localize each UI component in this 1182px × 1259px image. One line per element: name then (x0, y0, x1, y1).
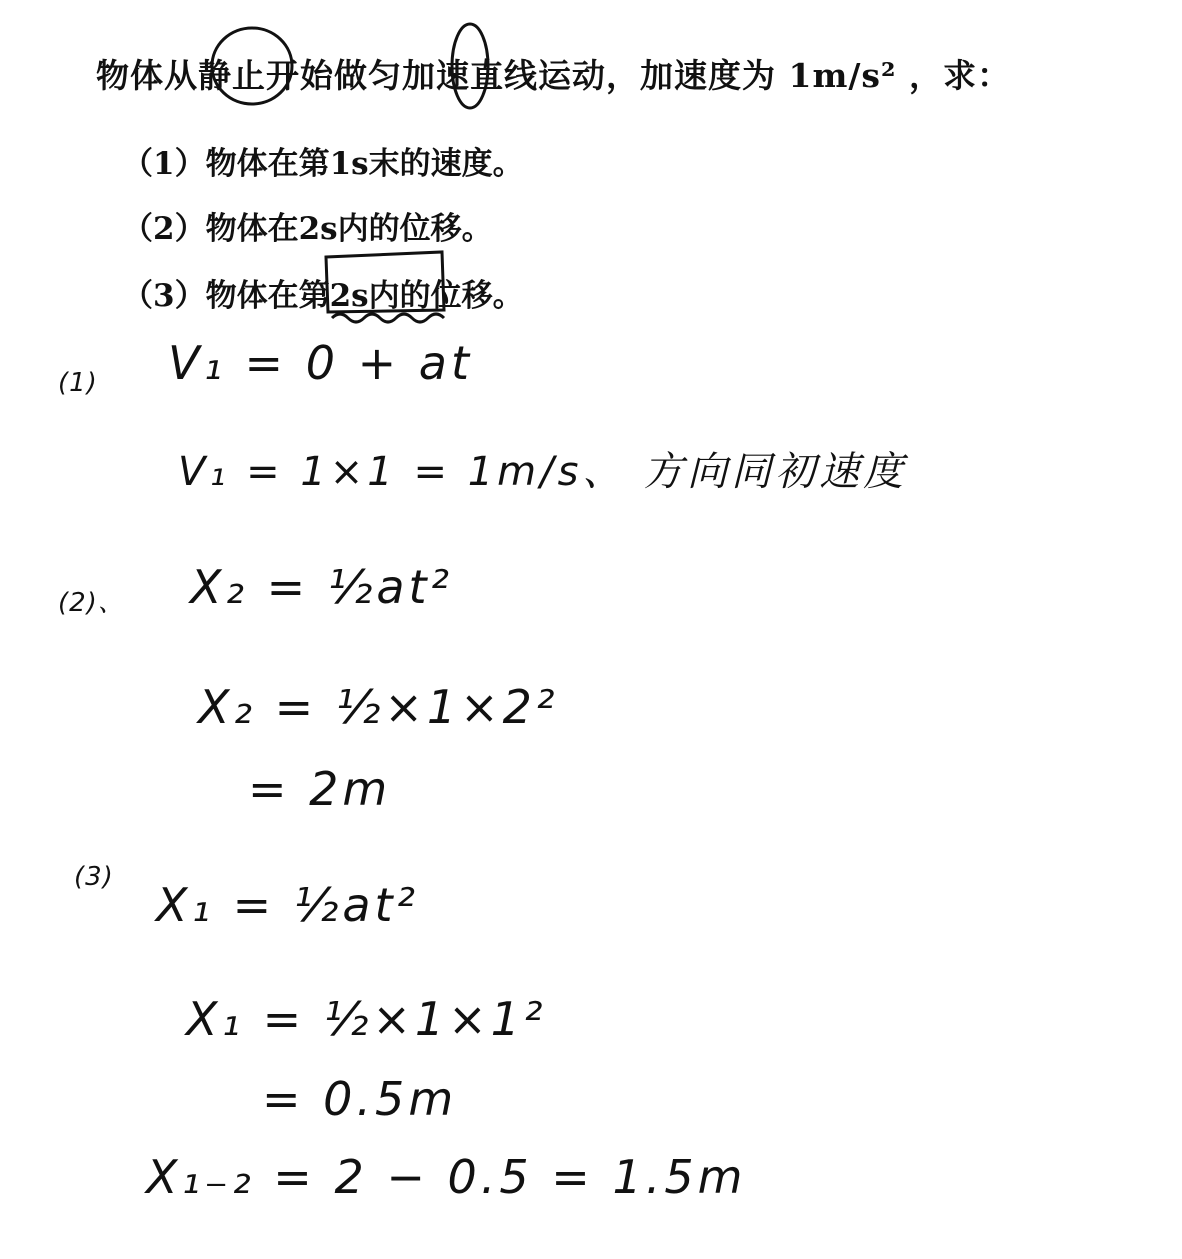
question-1: （1）物体在第1s末的速度。 (122, 146, 524, 182)
part-1-formula: V₁ = 0 + at (168, 336, 473, 390)
part-3-label: (3) (74, 862, 114, 892)
wavy-underline (332, 314, 444, 322)
part-2-label: (2)、 (58, 588, 125, 618)
part-3-result: X₁₋₂ = 2 − 0.5 = 1.5m (146, 1150, 747, 1204)
part-2-substitution: X₂ = ½×1×2² (198, 680, 559, 734)
part-3-value: = 0.5m (262, 1072, 458, 1126)
part-2-formula: X₂ = ½at² (190, 560, 453, 614)
part-1-label: (1) (58, 368, 98, 398)
part-1-result: V₁ = 1×1 = 1m/s、 方向同初速度 (178, 449, 908, 495)
part-3-formula: X₁ = ½at² (156, 878, 419, 932)
question-3: （3）物体在第2s内的位移。 (122, 278, 524, 314)
question-2: （2）物体在2s内的位移。 (122, 211, 493, 247)
part-3-substitution: X₁ = ½×1×1² (186, 992, 547, 1046)
part-2-result: = 2m (248, 762, 392, 816)
problem-title: 物体从静止开始做匀加速直线运动，加速度为 1m/s² ，求： (96, 56, 1011, 95)
